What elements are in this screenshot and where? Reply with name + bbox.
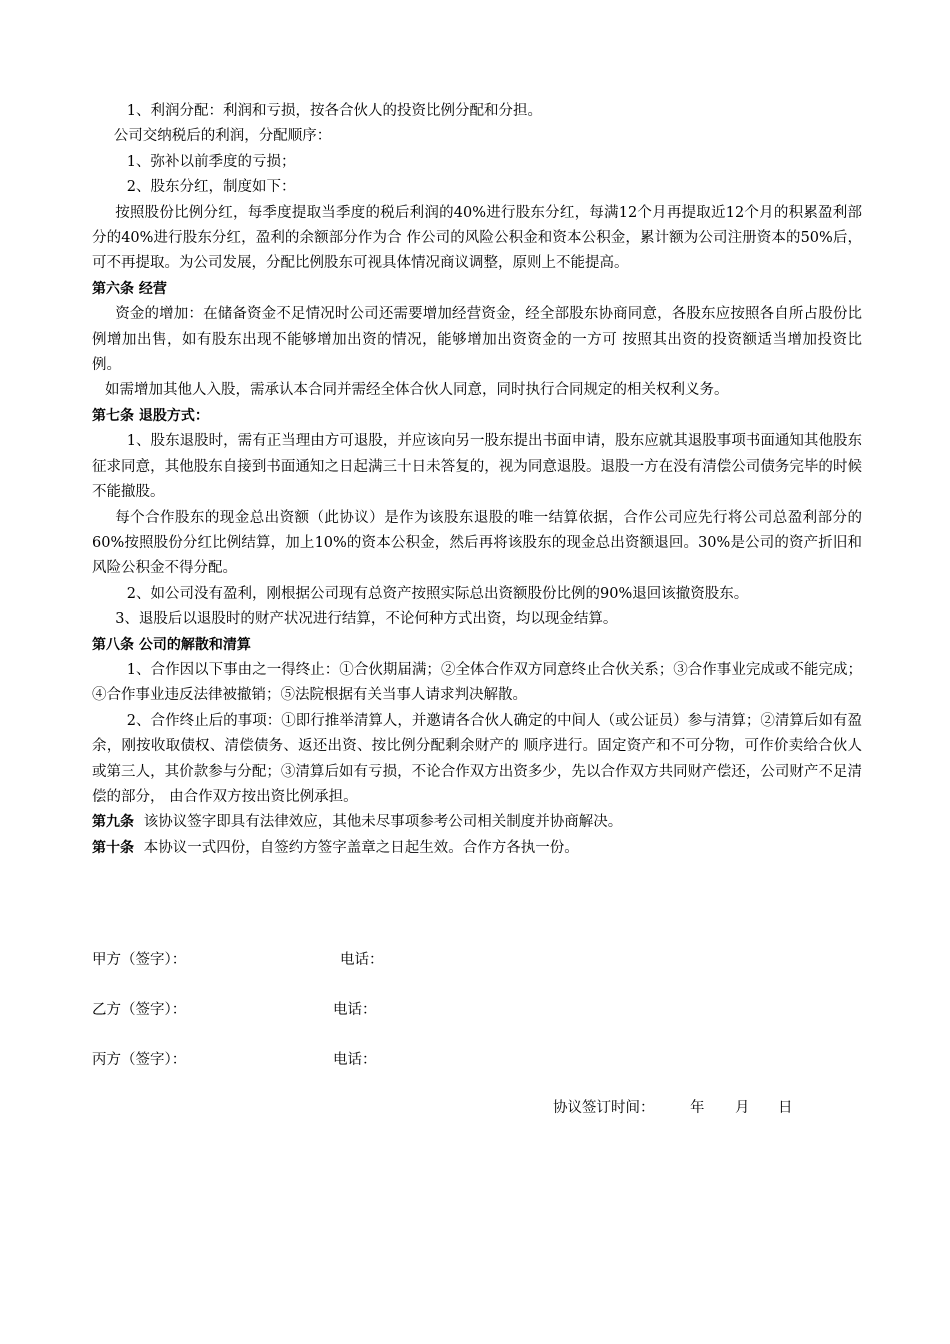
paragraph-new-partners: 如需增加其他人入股，需承认本合同并需经全体合伙人同意，同时执行合同规定的相关权利义务。 [105,382,729,399]
party-c-signature-label: 丙方（签字）： [92,1052,187,1068]
paragraph-termination-causes: 1、合作因以下事由之一得终止：①合伙期届满；②全体合作双方同意终止合伙关系；③合作事业完成或不能完成；④合作事业违反法律被撤销；⑤法院根据有关当事人请求判决解散。 [92,661,862,704]
paragraph-profit-distribution: 1、利润分配：利润和亏损，按各合伙人的投资比例分配和分担。 [126,103,543,119]
signing-date-month: 月 [735,1100,750,1116]
paragraph-liquidation-procedure: 2、合作终止后的事项：①即行推举清算人，并邀请各合伙人确定的中间人（或公证员）参与清算；②清算后如有盈余，刚按收取债权、清偿债务、返还出资、按比例分配剩余财产的 顺序进行。固定资产和不可分物，可作价卖给合伙人或第三人，其价款参与分配；③清算后如有亏损，不论合作双方出资多少，先以合作双方共同财产偿还，公司财产不足清偿的部分， 由合作双方按出资比例承担。 [92,712,862,805]
party-b-phone-label: 电话： [333,1002,377,1018]
paragraph-withdrawal-procedure: 1、股东退股时，需有正当理由方可退股，并应该向另一股东提出书面申请，股东应就其退股事项书面通知其他股东征求同意，其他股东自接到书面通知之日起满三十日未答复的，视为同意退股。退股一方在没有清偿公司债务完毕的时候不能撤股。 [92,433,862,501]
paragraph-dividend-details: 按照股份比例分红，每季度提取当季度的税后利润的40%进行股东分红，每满12个月再提取近12个月的积累盈利部分的40%进行股东分红，盈利的余额部分作为合 作公司的风险公积金和资本公积金，累计额为公司注册资本的50%后，可不再提取。为公司发展，分配比例股东可视具体情况商议调整，原则上不能提高。 [92,204,862,272]
signing-date-label: 协议签订时间： [553,1100,655,1116]
party-c-phone-label: 电话： [333,1052,377,1068]
heading-article-8: 第八条 公司的解散和清算 [92,636,251,653]
paragraph-withdrawal-settlement: 每个合作股东的现金总出资额（此协议）是作为该股东退股的唯一结算依据，合作公司应先行将公司总盈利部分的60%按照股份分红比例结算，加上10%的资本公积金，然后再将该股东的现金总出资额退回。30%是公司的资产折旧和风险公积金不得分配。 [92,509,862,577]
paragraph-capital-increase: 资金的增加：在储备资金不足情况时公司还需要增加经营资金，经全部股东协商同意，各股东应按照各自所占股份比例增加出售，如有股东出现不能够增加出资的情况，能够增加出资资金的一方可 按照其出资的投资额适当增加投资比例。 [92,306,862,374]
party-a-signature-label: 甲方（签字）： [92,952,187,968]
article-10-text: 本协议一式四份，自签约方签字盖章之日起生效。合作方各执一份。 [143,839,579,856]
signing-date-year: 年 [690,1100,705,1116]
article-10-label: 第十条 [92,839,134,856]
paragraph-cash-settlement: 3、退股后以退股时的财产状况进行结算，不论何种方式出资，均以现金结算。 [115,611,618,628]
paragraph-no-profit-case: 2、如公司没有盈利，刚根据公司现有总资产按照实际总出资额股份比例的90%退回该撤资股东。 [126,585,749,602]
heading-article-7: 第七条 退股方式： [92,407,209,424]
article-9-text: 该协议签字即具有法律效应，其他未尽事项参考公司相关制度并协商解决。 [143,814,623,831]
paragraph-distribution-order: 公司交纳税后的利润，分配顺序： [113,128,332,145]
article-9-label: 第九条 [92,814,134,831]
agreement-body [92,99,862,861]
paragraph-dividend-rule: 2、股东分红，制度如下： [126,179,296,196]
paragraph-offset-losses: 1、弥补以前季度的亏损； [126,153,296,170]
article-9 [92,810,862,835]
party-a-phone-label: 电话： [340,952,384,968]
signing-date-day: 日 [778,1100,793,1116]
article-10 [92,836,862,861]
party-b-signature-label: 乙方（签字）： [92,1002,187,1018]
heading-article-6: 第六条 经营 [92,280,167,297]
